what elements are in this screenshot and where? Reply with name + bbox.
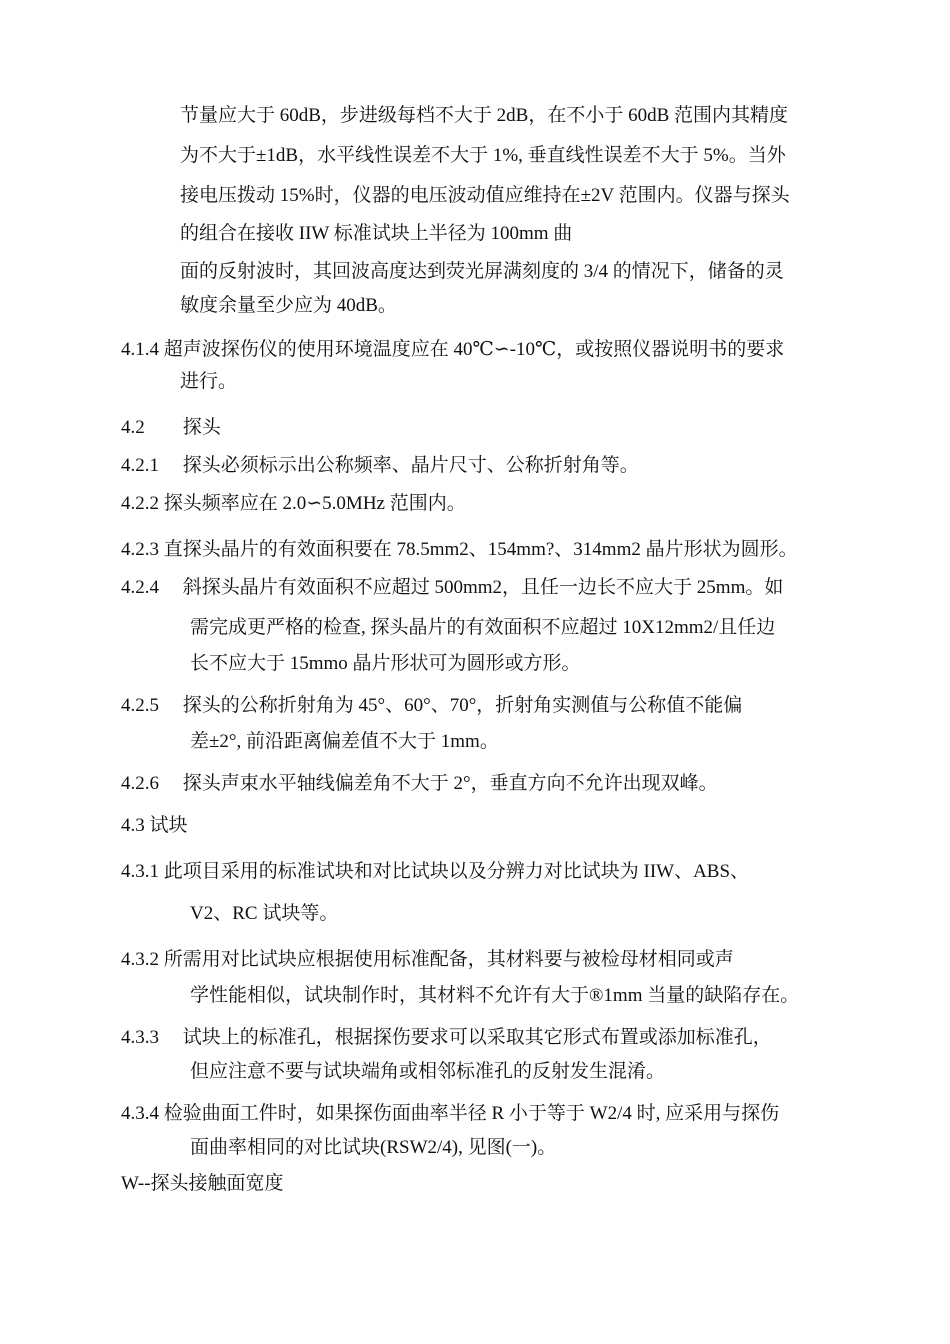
text-line: 敏度余量至少应为 40dB。	[180, 295, 397, 316]
text-line: 面曲率相同的对比试块(RSW2/4), 见图(一)。	[190, 1137, 557, 1158]
section-4-2-1: 4.2.1 探头必须标示出公称频率、晶片尺寸、公称折射角等。	[121, 455, 639, 476]
section-4-3-3: 4.3.3 试块上的标准孔，根据探伤要求可以采取其它形式布置或添加标准孔，	[121, 1027, 772, 1048]
text-line: 进行。	[180, 371, 238, 392]
text-line: 但应注意不要与试块端角或相邻标准孔的反射发生混淆。	[190, 1061, 666, 1082]
text-line: 接电压拨动 15%时，仪器的电压波动值应维持在±2V 范围内。仪器与探头	[180, 185, 790, 206]
section-4-2-4: 4.2.4 斜探头晶片有效面积不应超过 500mm2，且任一边长不应大于 25mm。如	[121, 577, 784, 598]
section-4-2-5: 4.2.5 探头的公称折射角为 45°、60°、70°，折射角实测值与公称值不能偏	[121, 695, 743, 716]
section-4-3-1: 4.3.1 此项目采用的标准试块和对比试块以及分辨力对比试块为 IIW、ABS、	[121, 861, 750, 882]
section-4-3-4: 4.3.4 检验曲面工件时，如果探伤面曲率半径 R 小于等于 W2/4 时, 应采用与探伤	[121, 1103, 780, 1124]
text-line: 长不应大于 15mmo 晶片形状可为圆形或方形。	[190, 653, 581, 674]
section-heading-4-2: 4.2 探头	[121, 417, 221, 438]
section-4-1-4: 4.1.4 超声波探伤仪的使用环境温度应在 40℃∽-10℃，或按照仪器说明书的要求	[121, 339, 785, 360]
text-line: 节量应大于 60dB，步进级每档不大于 2dB，在不小于 60dB 范围内其精度	[180, 105, 789, 126]
section-4-3-2: 4.3.2 所需用对比试块应根据使用标准配备，其材料要与被检母材相同或声	[121, 949, 734, 970]
text-line: V2、RC 试块等。	[190, 903, 339, 924]
text-line: 为不大于±1dB，水平线性误差不大于 1%, 垂直线性误差不大于 5%。当外	[180, 145, 786, 166]
text-line: 面的反射波时，其回波高度达到荧光屏满刻度的 3/4 的情况下，储备的灵	[180, 261, 784, 282]
text-line: 需完成更严格的检查, 探头晶片的有效面积不应超过 10X12mm2/且任边	[190, 617, 776, 638]
section-4-2-3: 4.2.3 直探头晶片的有效面积要在 78.5mm2、154mm?、314mm2 晶片形状为圆形。	[121, 539, 798, 560]
section-4-2-6: 4.2.6 探头声束水平轴线偏差角不大于 2°，垂直方向不允许出现双峰。	[121, 773, 718, 794]
note-w-definition: W--探头接触面宽度	[121, 1173, 284, 1194]
section-heading-4-3: 4.3 试块	[121, 815, 188, 836]
text-line: 差±2°, 前沿距离偏差值不大于 1mm。	[190, 731, 499, 752]
text-line: 的组合在接收 IIW 标准试块上半径为 100mm 曲	[180, 223, 573, 244]
text-line: 学性能相似，试块制作时，其材料不允许有大于®1mm 当量的缺陷存在。	[190, 985, 800, 1006]
section-4-2-2: 4.2.2 探头频率应在 2.0∽5.0MHz 范围内。	[121, 493, 466, 514]
